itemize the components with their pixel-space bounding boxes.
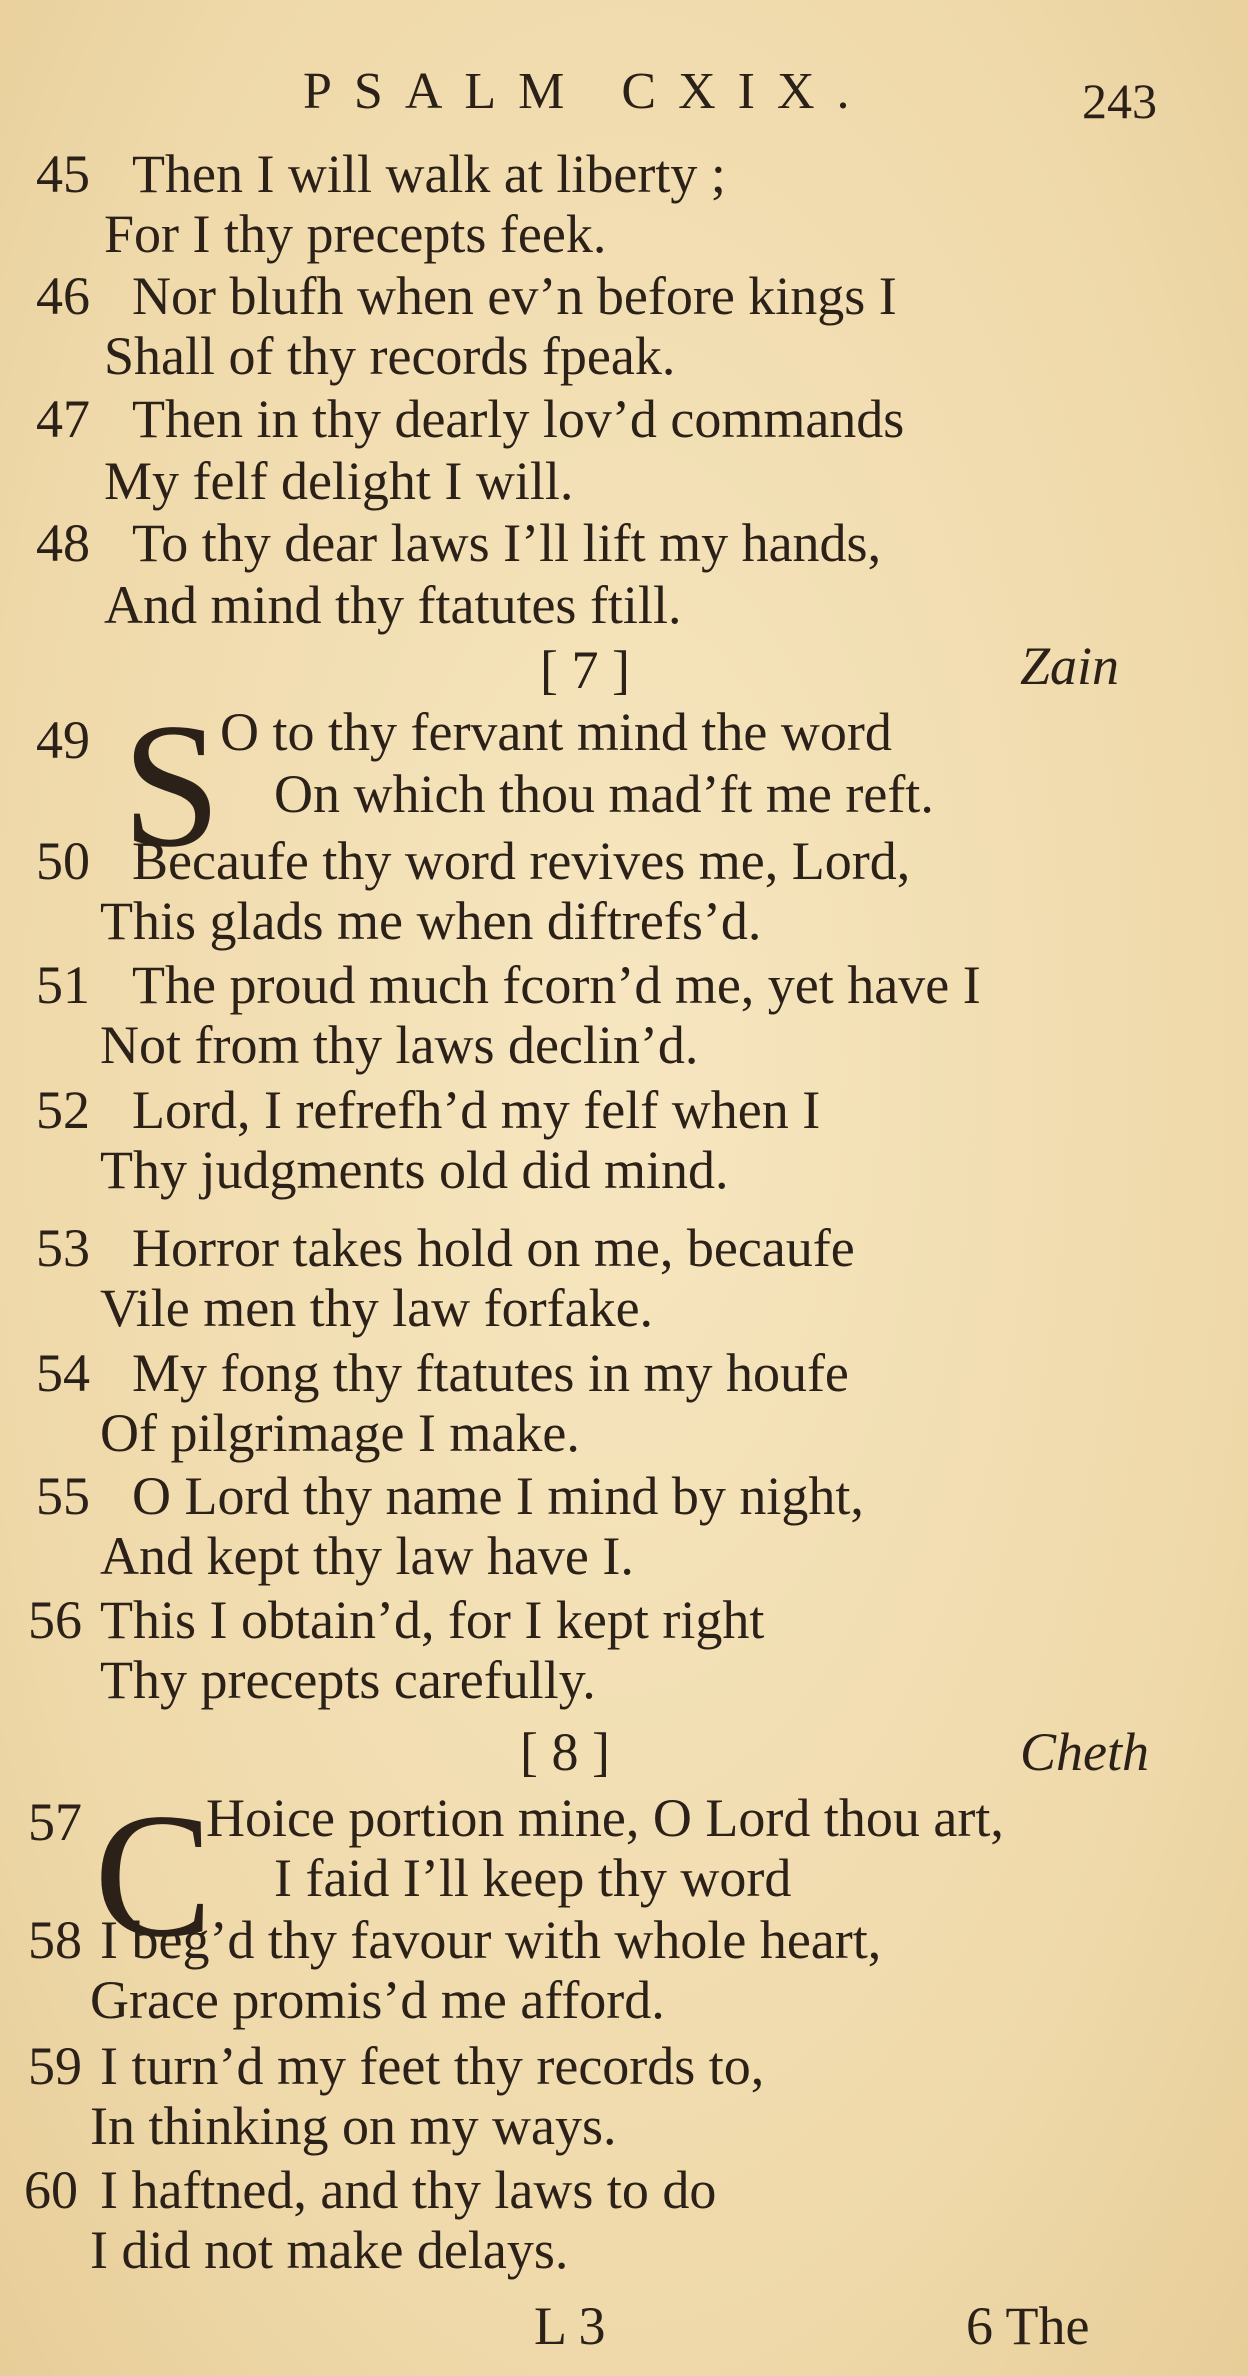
section-letter-name: Cheth	[1020, 1722, 1149, 1782]
verse-number: 58	[28, 1910, 82, 1970]
verse-line: Becaufe thy word revives me, Lord,	[132, 831, 911, 891]
verse-line: For I thy precepts feek.	[104, 204, 607, 264]
verse-number: 50	[36, 831, 90, 891]
page-number: 243	[1082, 73, 1157, 129]
verse-number: 57	[28, 1792, 82, 1852]
section-letter-name: Zain	[1020, 636, 1120, 696]
section-number: [ 8 ]	[520, 1722, 610, 1782]
verse-number: 60	[24, 2160, 78, 2220]
verse-line: I beg’d thy favour with whole heart,	[100, 1910, 882, 1970]
drop-cap: S	[122, 686, 221, 884]
verse-number: 56	[28, 1590, 82, 1650]
verse-number: 45	[36, 144, 90, 204]
verse-number: 55	[36, 1466, 90, 1526]
verse-line: Hoice portion mine, O Lord thou art,	[206, 1788, 1004, 1848]
verse-number: 49	[36, 710, 90, 770]
verse-line: And kept thy law have I.	[100, 1526, 634, 1586]
verse-line: Thy judgments old did mind.	[100, 1140, 729, 1200]
verse-line: Then I will walk at liberty ;	[132, 144, 726, 204]
verse-line: The proud much fcorn’d me, yet have I	[132, 955, 981, 1015]
verse-line: Grace promis’d me afford.	[90, 1970, 665, 2030]
verse-line: I turn’d my feet thy records to,	[100, 2036, 765, 2096]
running-title: PSALM CXIX.	[303, 63, 872, 120]
drop-cap: C	[94, 1776, 213, 1974]
verse-line: O to thy fervant mind the word	[220, 702, 892, 762]
verse-line: Not from thy laws declin’d.	[100, 1015, 699, 1075]
verse-line: Lord, I refrefh’d my felf when I	[132, 1080, 821, 1140]
verse-line: Vile men thy law forfake.	[100, 1278, 654, 1338]
verse-number: 59	[28, 2036, 82, 2096]
verse-number: 47	[36, 389, 90, 449]
verse-line: Horror takes hold on me, becaufe	[132, 1218, 855, 1278]
verse-line: I did not make delays.	[90, 2220, 569, 2280]
verse-number: 52	[36, 1080, 90, 1140]
verse-line: Nor blufh when ev’n before kings I	[132, 266, 897, 326]
verse-line: O Lord thy name I mind by night,	[132, 1466, 864, 1526]
verse-line: Shall of thy records fpeak.	[104, 326, 676, 386]
verse-line: Thy precepts carefully.	[100, 1650, 596, 1710]
verse-number: 51	[36, 955, 90, 1015]
verse-line: This glads me when diftrefs’d.	[100, 891, 762, 951]
verse-line: My fong thy ftatutes in my houfe	[132, 1343, 849, 1403]
printer-signature: L 3	[534, 2296, 606, 2356]
section-number: [ 7 ]	[540, 640, 630, 700]
verse-line: This I obtain’d, for I kept right	[100, 1590, 765, 1650]
verse-number: 46	[36, 266, 90, 326]
verse-line: Of pilgrimage I make.	[100, 1403, 580, 1463]
catchword: 6 The	[966, 2296, 1090, 2356]
verse-line: To thy dear laws I’ll lift my hands,	[132, 513, 882, 573]
verse-line: Then in thy dearly lov’d commands	[132, 389, 905, 449]
verse-line: I haftned, and thy laws to do	[100, 2160, 717, 2220]
verse-line: I faid I’ll keep thy word	[274, 1848, 792, 1908]
verse-line: And mind thy ftatutes ftill.	[104, 575, 682, 635]
verse-line: In thinking on my ways.	[90, 2096, 617, 2156]
verse-number: 53	[36, 1218, 90, 1278]
verse-number: 48	[36, 513, 90, 573]
verse-line: My felf delight I will.	[104, 451, 574, 511]
verse-number: 54	[36, 1343, 90, 1403]
verse-line: On which thou mad’ft me reft.	[274, 764, 934, 824]
